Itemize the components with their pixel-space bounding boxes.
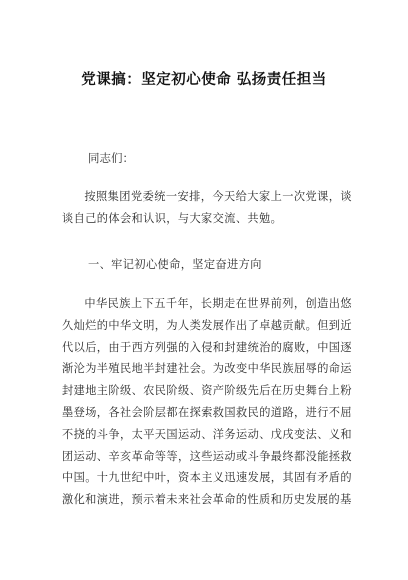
section-heading: 一、牢记初心使命，坚定奋进方向 [88, 258, 262, 271]
intro-paragraph: 按照集团党委统一安排，今天给大家上一次党课，谈谈自己的体会和认识，与大家交流、共勉。 [62, 190, 352, 225]
document-title: 党课搞：坚定初心使命 弘扬责任担当 [81, 72, 327, 88]
salutation: 同志们： [88, 151, 134, 165]
body-paragraph: 中华民族上下五千年，长期走在世界前列，创造出悠久灿烂的中华文明，为人类发展作出了卓越贡献。但到近代以后，由于西方列强的入侵和封建统治的腐败，中国逐渐沦为半殖民地半封建社会。为改变中华民族屈辱的命运封建地主阶级、农民阶级、资产阶级先后在历史舞台上粉墨登场，各社会阶层都在探索救国救民的道路，进行不屈不挠的斗争，太平天国运动、洋务运动、戊戌变法、义和团运动、辛亥革命等等，这些运动或斗争最终都没能拯救中国。十九世纪中叶，资本主义迅速发展，其固有矛盾的激化和演进，预示着未来社会革命的性质和历史发展的基 [62, 297, 352, 507]
